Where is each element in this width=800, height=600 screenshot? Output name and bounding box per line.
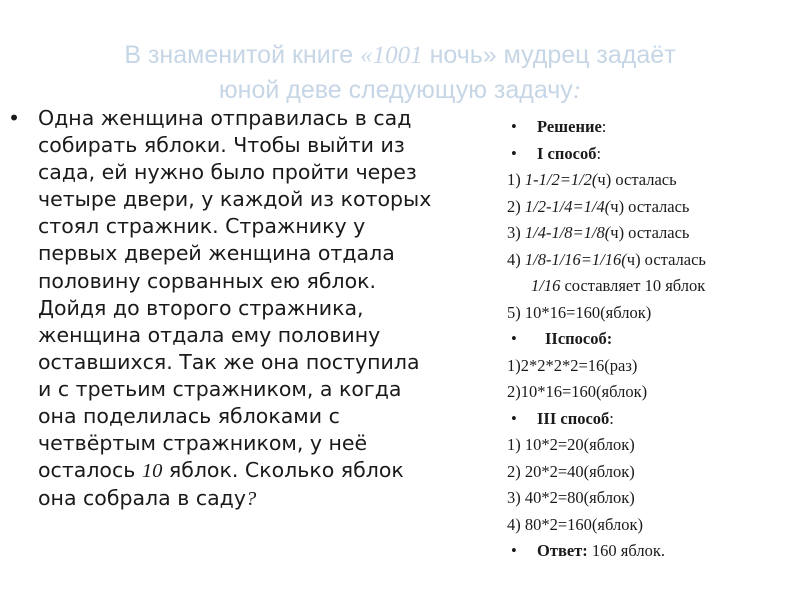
step-result: ч) осталась bbox=[610, 196, 690, 216]
problem-text-part: она собрала в саду bbox=[38, 486, 246, 511]
bullet-icon: • bbox=[511, 541, 517, 560]
method2-step: 2)10*16=160(яблок) bbox=[507, 382, 648, 401]
step-number: 3) bbox=[507, 223, 525, 242]
problem-line: Дойдя до второго стражника, bbox=[38, 295, 364, 320]
title-book: «1001 bbox=[360, 42, 423, 69]
bullet-icon: • bbox=[8, 106, 21, 130]
problem-line: первых дверей женщина отдала bbox=[38, 241, 395, 266]
problem-text bbox=[8, 105, 478, 513]
step-result: ч) осталась bbox=[597, 170, 677, 189]
answer-label: Ответ: bbox=[537, 541, 588, 560]
problem-line: Одна женщина отправилась в сад bbox=[38, 106, 412, 130]
method1-heading: • I способ: bbox=[507, 141, 797, 168]
problem-text-part: осталось bbox=[38, 458, 142, 483]
method2-step: 1)2*2*2*2=16(раз) bbox=[507, 355, 638, 375]
step-number: 2) bbox=[507, 196, 525, 216]
method3-label: III способ bbox=[537, 408, 610, 428]
method1-step bbox=[507, 220, 797, 247]
method3-step: 3) 40*2=80(яблок) bbox=[507, 488, 635, 507]
method3-step: 1) 10*2=20(яблок) bbox=[507, 435, 635, 454]
bullet-icon: • bbox=[511, 329, 517, 348]
step-result: ч) осталась bbox=[610, 223, 690, 242]
step-number: 1) bbox=[507, 170, 525, 189]
step-expression: 1/8-1/16=1/16( bbox=[524, 249, 627, 269]
step-number: 4) bbox=[507, 249, 525, 269]
question-mark: ? bbox=[245, 488, 257, 511]
method2-heading bbox=[507, 326, 797, 353]
problem-line-remaining bbox=[38, 457, 478, 485]
problem-line: стоял стражник. Стражнику у bbox=[38, 214, 366, 239]
slide-title bbox=[40, 38, 760, 108]
problem-line: четыре двери, у каждой из которых bbox=[38, 187, 432, 212]
problem-line: и с третьим стражником, а когда bbox=[38, 376, 402, 401]
method2-label: IIспособ: bbox=[545, 329, 613, 348]
step-result: ч) осталась bbox=[626, 249, 706, 269]
solution-heading-label: Решение bbox=[537, 117, 602, 136]
step-expression: 1/2-1/4=1/4( bbox=[524, 196, 611, 216]
title-colon: : bbox=[572, 77, 582, 104]
method3-heading: • III способ: bbox=[507, 406, 797, 433]
answer-value: 160 яблок. bbox=[587, 541, 665, 560]
solution-heading: • Решение: bbox=[507, 114, 797, 141]
method1-note bbox=[507, 273, 797, 300]
step-expression: 1/4-1/8=1/8( bbox=[524, 223, 611, 242]
solution-block bbox=[507, 114, 797, 565]
remaining-count: 10 bbox=[141, 460, 163, 483]
problem-text-part: яблок. Сколько яблок bbox=[162, 458, 404, 483]
bullet-icon: • bbox=[511, 408, 517, 428]
bullet-icon: • bbox=[511, 143, 517, 163]
problem-line: четвёртым стражником, у неё bbox=[38, 431, 368, 456]
method1-step5: 5) 10*16=160(яблок) bbox=[507, 302, 652, 322]
problem-line: половину сорванных ею яблок. bbox=[38, 268, 377, 293]
problem-line: она поделилась яблоками с bbox=[38, 404, 340, 429]
problem-line: сада, ей нужно было пройти через bbox=[38, 160, 417, 185]
note-expression: 1/16 bbox=[531, 276, 561, 295]
problem-line: собирать яблоки. Чтобы выйти из bbox=[38, 133, 405, 158]
title-line2: юной деве следующую задачу bbox=[218, 76, 573, 104]
note-text: составляет 10 яблок bbox=[560, 276, 706, 295]
method1-label: I способ bbox=[537, 143, 597, 163]
problem-line-question bbox=[38, 485, 478, 513]
method1-step bbox=[507, 194, 797, 221]
title-part1: В знаменитой книге bbox=[124, 41, 361, 69]
problem-line: женщина отдала ему половину bbox=[38, 322, 381, 347]
title-part2: ночь» мудрец задаёт bbox=[422, 41, 676, 69]
bullet-icon: • bbox=[511, 117, 517, 136]
answer-row bbox=[507, 538, 797, 565]
problem-line: оставшихся. Так же она поступила bbox=[38, 349, 420, 374]
method3-step: 4) 80*2=160(яблок) bbox=[507, 514, 643, 534]
method3-step: 2) 20*2=40(яблок) bbox=[507, 461, 635, 481]
step-expression: 1-1/2=1/2( bbox=[524, 170, 598, 189]
method1-step bbox=[507, 167, 797, 194]
method1-step bbox=[507, 247, 797, 274]
